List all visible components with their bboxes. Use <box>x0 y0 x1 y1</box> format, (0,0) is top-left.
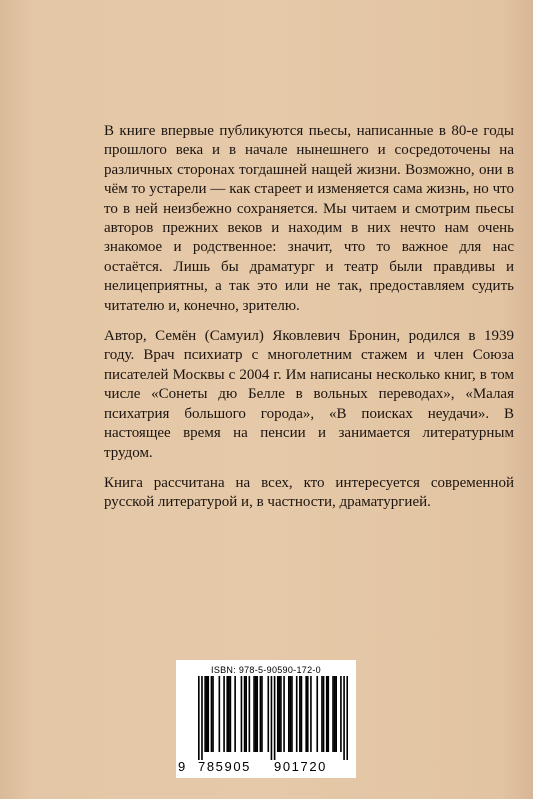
author-paragraph: Автор, Семён (Самуил) Яковлевич Бронин, родился в 1939 году. Врач психиатр с многолетним стажем и член Союза писателей Москвы с 2004 г. Им написаны несколько книг, в том числе «Сонеты дю Белле в вольных переводах», «Малая психатрия большого города», «В поисках неудачи». В настоящее время на пенсии и занимается литературным трудом. <box>104 328 514 461</box>
barcode-bar <box>283 676 285 752</box>
barcode-bar <box>280 676 282 752</box>
barcode-bar <box>296 676 298 752</box>
barcode-bar <box>234 676 236 752</box>
barcode-bar <box>279 676 281 752</box>
barcode-bar <box>245 676 247 752</box>
barcode-bar <box>256 676 258 752</box>
barcode-bar <box>334 676 336 752</box>
barcode-bar <box>340 676 342 752</box>
barcode-guard-bar <box>346 676 348 760</box>
isbn-label: ISBN: 978-5-90590-172-0 <box>211 665 321 675</box>
barcode-bar <box>206 676 208 752</box>
barcode-bar <box>316 676 318 752</box>
barcode-bar <box>223 676 225 752</box>
barcode-bar <box>310 676 312 752</box>
barcode-bar <box>230 676 232 752</box>
barcode-digits-right: 901720 <box>274 759 327 774</box>
barcode-bar <box>255 676 257 752</box>
barcode-guard-bar <box>343 676 345 760</box>
barcode-bar <box>327 676 329 752</box>
barcode-bar <box>305 676 307 752</box>
barcode-bar <box>332 676 334 752</box>
barcode-bar <box>326 676 328 752</box>
barcode-digit-first: 9 <box>178 759 186 774</box>
barcode-bar <box>307 676 309 752</box>
barcode-bars <box>184 676 348 760</box>
barcode-bar <box>299 676 301 752</box>
audience-paragraph: Книга рассчитана на всех, кто интересуется современной русской литературой и, в частности, драматургией. <box>104 474 514 511</box>
barcode-bar <box>219 676 221 752</box>
barcode-bar <box>226 676 228 752</box>
barcode-bar <box>260 676 262 752</box>
barcode-box <box>176 660 356 778</box>
barcode-bar <box>211 676 213 752</box>
barcode-bar <box>244 676 246 752</box>
barcode-bar <box>212 676 214 752</box>
barcode-bar <box>267 676 269 752</box>
barcode-bar <box>291 676 293 752</box>
barcode-digits-left: 785905 <box>198 759 251 774</box>
barcode-bar <box>204 676 206 752</box>
barcode-guard-bar <box>201 676 203 760</box>
barcode-bar <box>249 676 251 752</box>
barcode-bar <box>335 676 337 752</box>
annotation-paragraph-1: В книге впервые публикуются пьесы, написанные в 80-е годы прошлого века и в начале нынешнего и сосредоточены на различных сторонах тогдашней нащей жизни. Возможно, они в чём то устарели — как стареет и изменяется сама жизнь, но что то в ней неизбежно сохраняется. Мы читаем и смотрим пьесы авторов прежних веков и находим в них нечто нам очень знакомое и родственное: значит, что то важное для нас остаётся. Лишь бы драматург и театр были правдивы и нелицеприятны, а так это или не так, предоставляем судить читателю и, конечно, зрителю. <box>104 123 514 314</box>
barcode-bar <box>288 676 290 752</box>
barcode-bar <box>277 676 279 752</box>
barcode-bar <box>228 676 230 752</box>
barcode-bar <box>261 676 263 752</box>
barcode-bar <box>207 676 209 752</box>
barcode-bar <box>290 676 292 752</box>
barcode-bar <box>253 676 255 752</box>
barcode-bar <box>321 676 323 752</box>
barcode-digits <box>176 759 356 775</box>
barcode-guard-bar <box>274 676 276 760</box>
barcode-guard-bar <box>271 676 273 760</box>
barcode-bar <box>241 676 243 752</box>
barcode-bar <box>323 676 325 752</box>
barcode-guard-bar <box>198 676 200 760</box>
annotation-text <box>104 122 514 524</box>
barcode-bar <box>301 676 303 752</box>
